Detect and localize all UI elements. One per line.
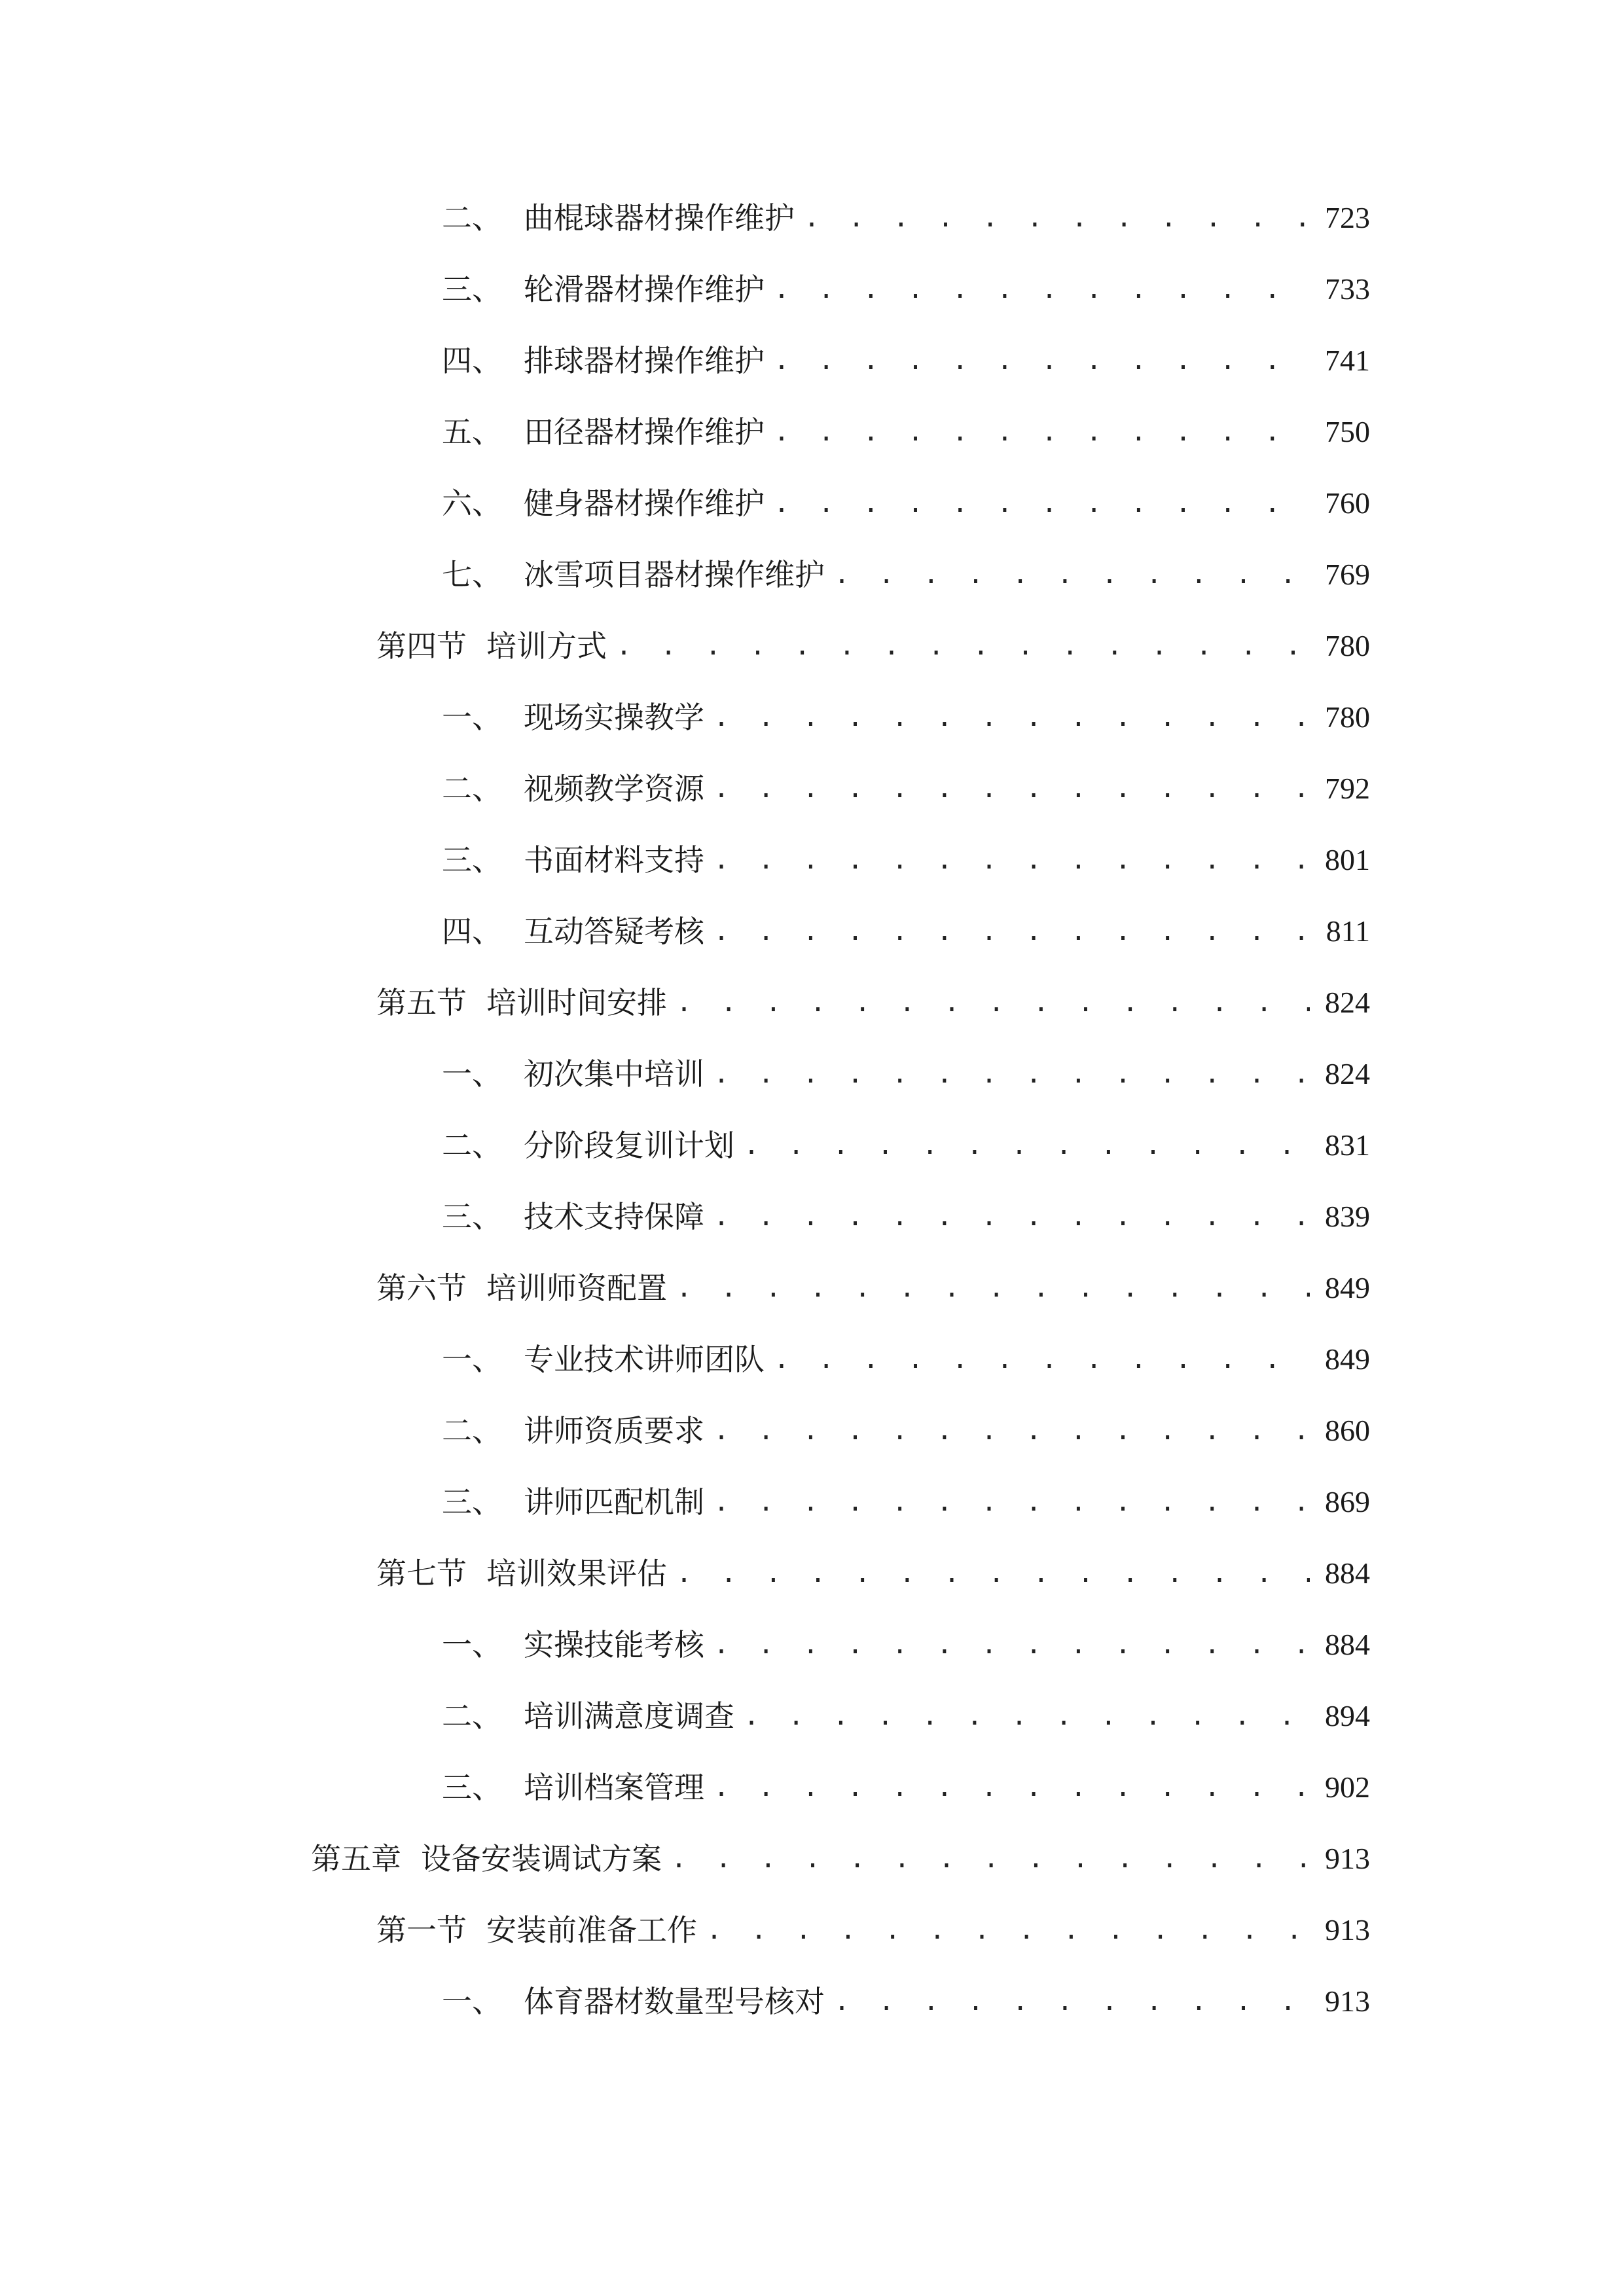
dot-leader [834,548,1310,601]
toc-entry-title: 讲师资质要求 [524,1413,704,1448]
toc-entry-number: 四、 [442,914,502,949]
toc-entry-title: 设备安装调试方案 [421,1841,662,1876]
toc-entry-title: 现场实操教学 [524,700,704,735]
toc-entry[interactable] [376,977,1370,1029]
toc-entry[interactable] [442,1333,1370,1386]
toc-entry[interactable] [442,548,1370,601]
toc-entry-page: 884 [1325,1628,1370,1661]
toc-entry-page: 902 [1325,1770,1370,1804]
dot-leader [713,1761,1310,1814]
toc-entry-page: 741 [1325,344,1370,377]
toc-entry-title: 技术支持保障 [524,1199,704,1234]
toc-entry-title: 排球器材操作维护 [524,343,765,378]
toc-entry-page: 780 [1325,700,1370,734]
toc-entry-page: 831 [1325,1128,1370,1162]
toc-entry[interactable] [311,1833,1370,1885]
toc-entry-page: 849 [1325,1271,1370,1304]
toc-entry[interactable] [376,1904,1370,1956]
toc-entry-page: 839 [1325,1200,1370,1233]
toc-entry-number: 二、 [442,771,502,806]
dot-leader [713,1191,1310,1243]
dot-leader [671,1833,1310,1885]
toc-entry[interactable] [442,1048,1370,1100]
toc-entry-number: 二、 [442,1128,502,1163]
toc-entry[interactable] [376,1262,1370,1314]
toc-entry-title: 曲棍球器材操作维护 [524,200,795,236]
toc-entry[interactable] [442,406,1370,458]
dot-leader [774,263,1310,315]
toc-entry-number: 二、 [442,1413,502,1448]
toc-entry-page: 750 [1325,415,1370,448]
toc-entry[interactable] [442,1761,1370,1814]
dot-leader [774,1333,1310,1386]
toc-entry-title: 冰雪项目器材操作维护 [524,557,825,592]
toc-entry[interactable] [442,477,1370,529]
toc-entry-page: 792 [1325,772,1370,805]
toc-entry[interactable] [442,762,1370,815]
toc-entry-page: 884 [1325,1556,1370,1590]
dot-leader [713,1476,1310,1528]
toc-entry-page: 849 [1325,1342,1370,1376]
toc-entry-title: 体育器材数量型号核对 [524,1984,825,2019]
dot-leader [744,1119,1310,1172]
toc-entry-page: 913 [1325,1984,1370,2018]
toc-entry[interactable] [442,334,1370,387]
toc-entry[interactable] [442,1119,1370,1172]
toc-entry-page: 780 [1325,629,1370,662]
dot-leader [616,620,1310,672]
toc-entry[interactable] [442,1690,1370,1742]
toc-entry-number: 三、 [442,842,502,878]
toc-entry-page: 869 [1325,1485,1370,1518]
toc-entry[interactable] [442,192,1370,244]
toc-entry-page: 824 [1325,1057,1370,1090]
dot-leader [713,691,1310,744]
toc-entry-page: 769 [1325,558,1370,591]
toc-entry-page: 801 [1325,843,1370,876]
toc-entry-title: 实操技能考核 [524,1627,704,1662]
toc-entry-number: 二、 [442,1698,502,1734]
toc-entry-title: 培训档案管理 [524,1770,704,1805]
toc-entry-page: 860 [1325,1414,1370,1447]
toc-entry-page: 760 [1325,486,1370,520]
toc-entry-page: 723 [1325,201,1370,234]
toc-entry[interactable] [442,691,1370,744]
dot-leader [676,977,1310,1029]
toc-entry-title: 培训师资配置 [486,1270,667,1306]
toc-entry-title: 培训满意度调查 [524,1698,734,1734]
toc-entry[interactable] [442,1476,1370,1528]
toc-entry-title: 书面材料支持 [524,842,704,878]
toc-entry[interactable] [442,1619,1370,1671]
dot-leader [713,762,1310,815]
toc-entry[interactable] [442,1405,1370,1457]
toc-entry-title: 培训时间安排 [486,985,667,1020]
toc-entry-number: 三、 [442,1770,502,1805]
dot-leader [676,1547,1310,1600]
toc-entry[interactable] [376,1547,1370,1600]
toc-entry-number: 七、 [442,557,502,592]
toc-entry-page: 824 [1325,986,1370,1019]
toc-entry-number: 第七节 [376,1556,467,1591]
toc-entry-page: 913 [1325,1913,1370,1946]
dot-leader [774,406,1310,458]
dot-leader [713,905,1310,958]
toc-entry-number: 第五节 [376,985,467,1020]
dot-leader [713,1619,1310,1671]
toc-entry-number: 第四节 [376,628,467,664]
dot-leader [744,1690,1310,1742]
toc-entry-number: 第六节 [376,1270,467,1306]
toc-entry-title: 轮滑器材操作维护 [524,272,765,307]
toc-entry-number: 二、 [442,200,502,236]
toc-entry-title: 视频教学资源 [524,771,704,806]
toc-entry-page: 811 [1326,914,1370,948]
toc-entry-number: 三、 [442,272,502,307]
toc-entry-title: 安装前准备工作 [486,1912,697,1948]
toc-entry-number: 一、 [442,1056,502,1092]
toc-entry-title: 讲师匹配机制 [524,1484,704,1520]
toc-entry-number: 一、 [442,1627,502,1662]
dot-leader [774,334,1310,387]
toc-entry-number: 一、 [442,1342,502,1377]
toc-entry-number: 三、 [442,1199,502,1234]
toc-entry-number: 五、 [442,414,502,450]
toc-entry-title: 田径器材操作维护 [524,414,765,450]
toc-entry-number: 四、 [442,343,502,378]
toc-entry-title: 专业技术讲师团队 [524,1342,765,1377]
dot-leader [834,1975,1310,2028]
toc-entry-number: 一、 [442,1984,502,2019]
toc-entry[interactable] [442,1975,1370,2028]
toc-entry-title: 培训方式 [486,628,607,664]
toc-entry-title: 初次集中培训 [524,1056,704,1092]
toc-entry-title: 健身器材操作维护 [524,486,765,521]
dot-leader [774,477,1310,529]
toc-entry-page: 894 [1325,1699,1370,1732]
toc-entry-number: 第一节 [376,1912,467,1948]
toc-entry-title: 互动答疑考核 [524,914,704,949]
toc-entry-title: 分阶段复训计划 [524,1128,734,1163]
dot-leader [676,1262,1310,1314]
toc-entry[interactable] [442,905,1370,958]
toc-entry-page: 733 [1325,272,1370,306]
toc-entry[interactable] [442,263,1370,315]
dot-leader [713,1048,1310,1100]
dot-leader [713,834,1310,886]
dot-leader [804,192,1310,244]
toc-entry[interactable] [376,620,1370,672]
dot-leader [706,1904,1310,1956]
toc-entry-title: 培训效果评估 [486,1556,667,1591]
toc-entry-number: 六、 [442,486,502,521]
toc-entry[interactable] [442,1191,1370,1243]
toc-entry-number: 一、 [442,700,502,735]
toc-entry-number: 第五章 [311,1841,401,1876]
toc-entry-page: 913 [1325,1842,1370,1875]
dot-leader [713,1405,1310,1457]
toc-entry-number: 三、 [442,1484,502,1520]
toc-entry[interactable] [442,834,1370,886]
